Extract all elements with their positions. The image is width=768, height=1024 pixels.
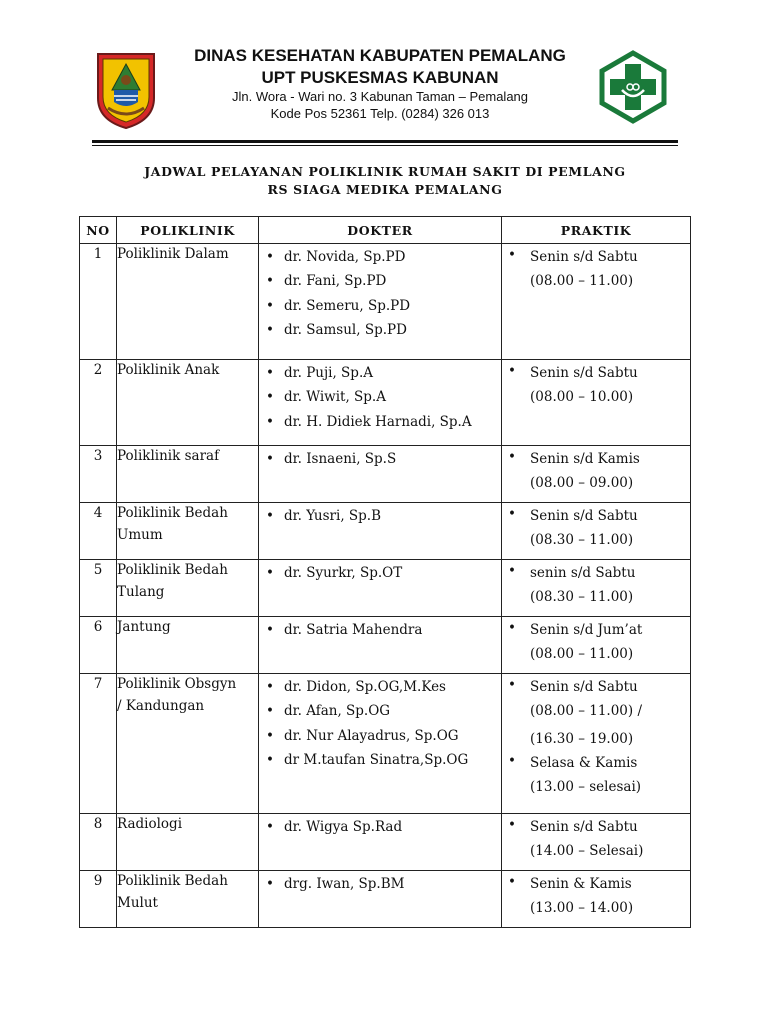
schedule-hours: (16.30 – 19.00) bbox=[530, 731, 634, 747]
dokter-cell bbox=[259, 814, 502, 871]
poliklinik-name: / Kandungan bbox=[117, 698, 205, 714]
praktik-cell bbox=[502, 446, 691, 503]
table-row bbox=[80, 560, 691, 617]
row-number: 3 bbox=[80, 446, 117, 503]
doctor-name: • dr. Wiwit, Sp.A bbox=[263, 383, 501, 412]
doctor-name: • dr. Afan, Sp.OG bbox=[263, 697, 501, 726]
table-row bbox=[80, 503, 691, 560]
poliklinik-cell bbox=[117, 617, 259, 674]
letterhead bbox=[0, 0, 768, 150]
address: Jln. Wora - Wari no. 3 Kabunan Taman – Pemalang bbox=[231, 89, 529, 104]
poliklinik-name: Tulang bbox=[117, 584, 165, 600]
row-number: 9 bbox=[80, 871, 117, 928]
schedule-entry bbox=[506, 677, 690, 753]
schedule-hours: (08.00 – 10.00) bbox=[530, 389, 634, 405]
row-number: 6 bbox=[80, 617, 117, 674]
poliklinik-cell bbox=[117, 446, 259, 503]
table-header-row bbox=[80, 217, 691, 244]
praktik-cell bbox=[502, 360, 691, 446]
schedule-entry bbox=[506, 449, 690, 497]
doctor-name: • dr. Syurkr, Sp.OT bbox=[263, 563, 501, 587]
poliklinik-name: Poliklinik Bedah bbox=[117, 873, 228, 889]
header-no: NO bbox=[80, 217, 117, 244]
schedule-hours: (08.00 – 11.00) bbox=[530, 646, 634, 662]
schedule-days: • Senin s/d Sabtu bbox=[530, 819, 638, 835]
doctor-name: • dr. Semeru, Sp.PD bbox=[263, 292, 501, 321]
dokter-cell bbox=[259, 360, 502, 446]
schedule-days: • Senin s/d Sabtu bbox=[530, 508, 638, 524]
schedule-hours: (13.00 – 14.00) bbox=[530, 900, 634, 916]
schedule-days: • Senin s/d Sabtu bbox=[530, 679, 638, 695]
praktik-cell bbox=[502, 244, 691, 360]
praktik-cell bbox=[502, 503, 691, 560]
poliklinik-name: Poliklinik saraf bbox=[117, 448, 220, 464]
poliklinik-name: Poliklinik Obsgyn bbox=[117, 676, 237, 692]
schedule-hours: (08.00 – 09.00) bbox=[530, 475, 634, 491]
schedule-days: • Senin s/d Kamis bbox=[530, 451, 640, 467]
pemalang-emblem-icon bbox=[94, 50, 158, 130]
header-dokter: DOKTER bbox=[259, 217, 502, 244]
schedule-days: • Senin s/d Jum’at bbox=[530, 622, 643, 638]
schedule-hours: (14.00 – Selesai) bbox=[530, 843, 644, 859]
dokter-cell bbox=[259, 617, 502, 674]
agency-name: DINAS KESEHATAN KABUPATEN PEMALANG bbox=[194, 46, 566, 65]
table-row bbox=[80, 617, 691, 674]
puskesmas-cross-icon bbox=[598, 50, 668, 124]
schedule-days: • Selasa & Kamis bbox=[530, 755, 638, 771]
schedule-entry bbox=[506, 620, 690, 668]
doctor-name: • dr. Puji, Sp.A bbox=[263, 363, 501, 387]
praktik-cell bbox=[502, 674, 691, 814]
row-number: 7 bbox=[80, 674, 117, 814]
schedule-entry bbox=[506, 753, 690, 801]
doctor-name: • dr. Yusri, Sp.B bbox=[263, 506, 501, 530]
poliklinik-name: Poliklinik Bedah bbox=[117, 505, 228, 521]
header-praktik: PRAKTIK bbox=[502, 217, 691, 244]
doctor-name: • dr. Novida, Sp.PD bbox=[263, 247, 501, 271]
document-title: JADWAL PELAYANAN POLIKLINIK RUMAH SAKIT DI PEMLANG bbox=[144, 164, 626, 179]
poliklinik-name: Umum bbox=[117, 527, 163, 543]
praktik-cell bbox=[502, 617, 691, 674]
poliklinik-cell bbox=[117, 503, 259, 560]
table-row bbox=[80, 871, 691, 928]
row-number: 2 bbox=[80, 360, 117, 446]
schedule-entry bbox=[506, 874, 690, 922]
schedule-table bbox=[79, 216, 691, 928]
schedule-hours: (08.00 – 11.00) / bbox=[530, 703, 643, 719]
row-number: 4 bbox=[80, 503, 117, 560]
dokter-cell bbox=[259, 560, 502, 617]
header-poliklinik: POLIKLINIK bbox=[117, 217, 259, 244]
schedule-entry bbox=[506, 247, 690, 295]
poliklinik-cell bbox=[117, 674, 259, 814]
dokter-cell bbox=[259, 871, 502, 928]
poliklinik-name: Radiologi bbox=[117, 816, 183, 832]
dokter-cell bbox=[259, 244, 502, 360]
dokter-cell bbox=[259, 503, 502, 560]
doctor-name: • dr. Wigya Sp.Rad bbox=[263, 817, 501, 841]
table-row bbox=[80, 244, 691, 360]
praktik-cell bbox=[502, 871, 691, 928]
doctor-name: • dr. Satria Mahendra bbox=[263, 620, 501, 644]
schedule-entry bbox=[506, 506, 690, 554]
schedule-entry bbox=[506, 563, 690, 611]
doctor-name: • dr. Isnaeni, Sp.S bbox=[263, 449, 501, 473]
dokter-cell bbox=[259, 446, 502, 503]
table-row bbox=[80, 674, 691, 814]
doctor-name: • dr. H. Didiek Harnadi, Sp.A bbox=[263, 408, 501, 437]
poliklinik-cell bbox=[117, 560, 259, 617]
doctor-name: • dr. Didon, Sp.OG,M.Kes bbox=[263, 677, 501, 701]
document-subtitle: RS SIAGA MEDIKA PEMALANG bbox=[267, 182, 503, 197]
schedule-hours: (08.00 – 11.00) bbox=[530, 273, 634, 289]
poliklinik-name: Jantung bbox=[117, 619, 171, 635]
header-rule-thin bbox=[92, 145, 678, 146]
header-rule-thick bbox=[92, 140, 678, 143]
row-number: 8 bbox=[80, 814, 117, 871]
schedule-days: • Senin & Kamis bbox=[530, 876, 632, 892]
table-row bbox=[80, 446, 691, 503]
poliklinik-cell bbox=[117, 814, 259, 871]
poliklinik-name: Poliklinik Anak bbox=[117, 362, 220, 378]
schedule-days: • Senin s/d Sabtu bbox=[530, 365, 638, 381]
doctor-name: • dr. Fani, Sp.PD bbox=[263, 267, 501, 296]
schedule-hours: (13.00 – selesai) bbox=[530, 779, 642, 795]
poliklinik-name: Mulut bbox=[117, 895, 158, 911]
praktik-cell bbox=[502, 814, 691, 871]
doctor-name: • dr. Samsul, Sp.PD bbox=[263, 316, 501, 345]
table-row bbox=[80, 814, 691, 871]
praktik-cell bbox=[502, 560, 691, 617]
dokter-cell bbox=[259, 674, 502, 814]
poliklinik-name: Poliklinik Dalam bbox=[117, 246, 229, 262]
schedule-entry bbox=[506, 817, 690, 865]
schedule-entry bbox=[506, 363, 690, 411]
row-number: 5 bbox=[80, 560, 117, 617]
schedule-days: • senin s/d Sabtu bbox=[530, 565, 636, 581]
unit-name: UPT PUSKESMAS KABUNAN bbox=[261, 68, 499, 87]
schedule-hours: (08.30 – 11.00) bbox=[530, 589, 634, 605]
postal-phone: Kode Pos 52361 Telp. (0284) 326 013 bbox=[270, 106, 490, 121]
schedule-days: • Senin s/d Sabtu bbox=[530, 249, 638, 265]
poliklinik-cell bbox=[117, 360, 259, 446]
doctor-name: • dr M.taufan Sinatra,Sp.OG bbox=[263, 746, 501, 775]
poliklinik-cell bbox=[117, 244, 259, 360]
doctor-name: • drg. Iwan, Sp.BM bbox=[263, 874, 501, 898]
poliklinik-cell bbox=[117, 871, 259, 928]
doctor-name: • dr. Nur Alayadrus, Sp.OG bbox=[263, 722, 501, 751]
table-row bbox=[80, 360, 691, 446]
poliklinik-name: Poliklinik Bedah bbox=[117, 562, 228, 578]
schedule-hours: (08.30 – 11.00) bbox=[530, 532, 634, 548]
row-number: 1 bbox=[80, 244, 117, 360]
